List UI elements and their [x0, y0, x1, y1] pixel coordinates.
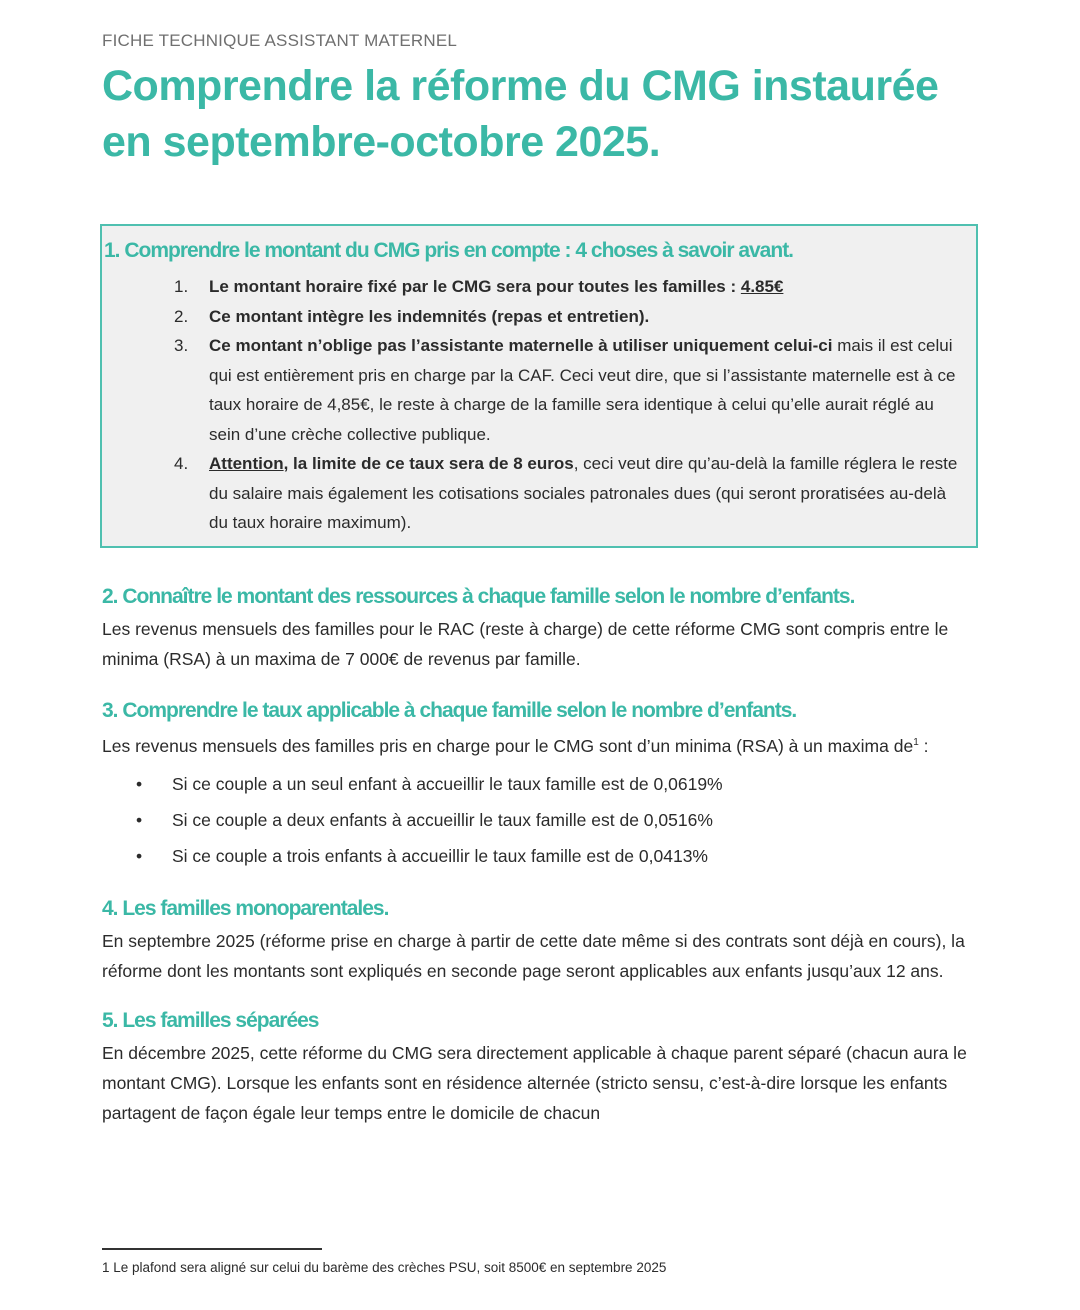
item-text: mais il est celui qui est entièrement pris en charge par la CAF. Ceci veut dire, que si l’assistante maternelle est à ce taux horaire de 4,85€, le reste à charge de la famille sera identique à celui qu’elle aurait réglé au sein d’une crèche collective publique.: [209, 336, 956, 444]
item-number: 4.: [174, 454, 189, 473]
item-number: 2.: [174, 306, 189, 326]
bullet-text: Si ce couple a trois enfants à accueillir le taux famille est de 0,0413%: [172, 846, 708, 867]
list-item: [102, 802, 982, 838]
list-item: [102, 766, 982, 802]
hourly-amount: 4.85€: [740, 277, 784, 296]
section-2-text: Les revenus mensuels des familles pour le RAC (reste à charge) de cette réforme CMG sont compris entre le minima (RSA) à un maxima de 7 000€ de revenus par famille.: [102, 618, 949, 669]
section-4: [102, 894, 982, 986]
list-item: [102, 302, 976, 332]
footnote: 1 Le plafond sera aligné sur celui du barème des crèches PSU, soit 8500€ en septembre 2025: [102, 1260, 667, 1275]
item-number: 3.: [174, 336, 189, 355]
section-3-text-main: Les revenus mensuels des familles pris en charge pour le CMG sont d’un minima (RSA) à un maxima de: [102, 735, 914, 756]
section-2-heading: 2. Connaître le montant des ressources à chaque famille selon le nombre d’enfants.: [102, 584, 855, 608]
item-bold-text: Ce montant intègre les indemnités (repas et entretien).: [209, 306, 650, 326]
bullet-text: Si ce couple a un seul enfant à accueillir le taux famille est de 0,0619%: [172, 774, 723, 795]
bullet-icon: •: [136, 774, 143, 795]
document-page: [102, 28, 982, 1128]
info-box: [100, 224, 978, 548]
section-5-text: En décembre 2025, cette réforme du CMG sera directement applicable à chaque parent séparé (chacun aura le montant CMG). Lorsque les enfants sont en résidence alternée (stricto sensu, c’est-à-dire lorsque les enfants partagent de façon égale leur temps entre le domicile de chacun: [102, 1043, 967, 1124]
item-bold-text: , la limite de ce taux sera de 8 euros: [283, 454, 574, 473]
numbered-list: [102, 272, 976, 538]
section-3-text-end: :: [918, 735, 929, 756]
page-title: Comprendre la réforme du CMG instaurée en septembre-octobre 2025.: [102, 62, 939, 166]
section-5-heading: 5. Les familles séparées: [102, 1009, 319, 1033]
item-number: 1.: [174, 277, 189, 296]
footnote-divider: [102, 1248, 322, 1250]
item-bold-text: Ce montant n’oblige pas l’assistante maternelle à utiliser uniquement celui-ci: [209, 336, 833, 355]
section-3-text: [102, 728, 982, 761]
list-item: [102, 838, 982, 874]
list-item: [102, 331, 976, 449]
item-text: , ceci veut dire qu’au-delà la famille réglera le reste du salaire mais également les cotisations sociales patronales dues (qui seront proratisées au-delà du taux horaire maximum).: [209, 454, 958, 532]
section-4-heading: 4. Les familles monoparentales.: [102, 897, 389, 921]
section-1-heading: 1. Comprendre le montant du CMG pris en compte : 4 choses à savoir avant.: [104, 239, 794, 262]
bullet-icon: •: [136, 846, 143, 867]
bullet-text: Si ce couple a deux enfants à accueillir le taux famille est de 0,0516%: [172, 810, 713, 831]
list-item: [102, 449, 976, 538]
bullet-icon: •: [136, 810, 143, 831]
rate-list: [102, 766, 982, 874]
section-3-heading: 3. Comprendre le taux applicable à chaque famille selon le nombre d’enfants.: [102, 698, 797, 722]
section-3: [102, 696, 982, 875]
section-5: [102, 1006, 982, 1128]
section-2: [102, 582, 982, 674]
list-item: [102, 272, 976, 302]
attention-label: Attention: [209, 454, 284, 473]
document-category: FICHE TECHNIQUE ASSISTANT MATERNEL: [102, 31, 458, 50]
item-bold-text: Le montant horaire fixé par le CMG sera pour toutes les familles :: [209, 277, 741, 296]
footnote-ref: 1: [913, 736, 919, 748]
section-4-text: En septembre 2025 (réforme prise en charge à partir de cette date même si des contrats sont déjà en cours), la réforme dont les montants sont expliqués en seconde page seront applicables aux enfants jusqu’aux 12 ans.: [102, 931, 965, 982]
